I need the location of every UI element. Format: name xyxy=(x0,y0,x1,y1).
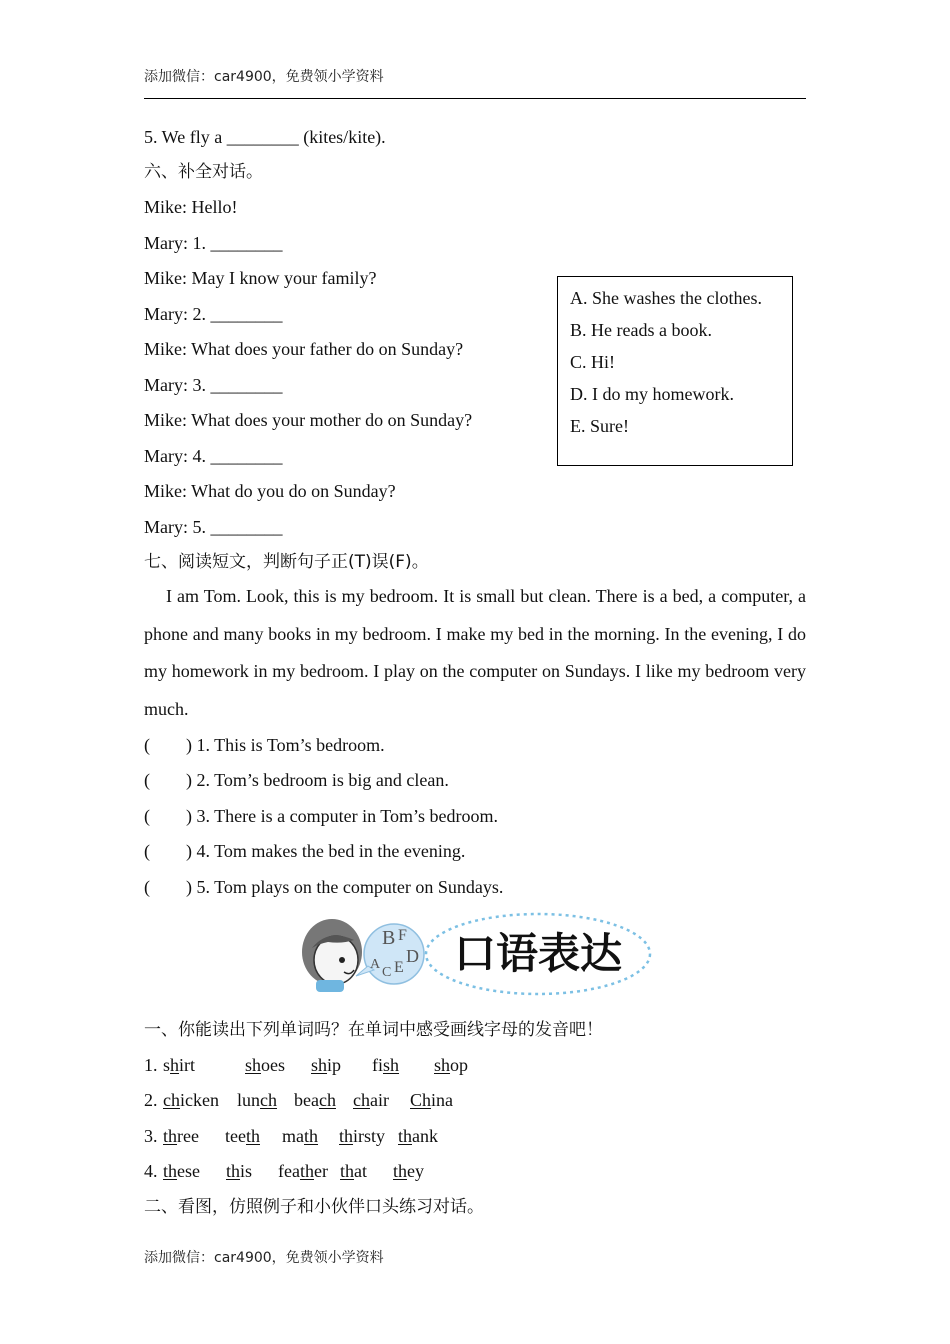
phonics-word: teeth xyxy=(225,1126,260,1146)
phonics-word: thirsty xyxy=(339,1126,386,1146)
reading-passage: I am Tom. Look, this is my bedroom. It is small but clean. There is a bed, a computer, a phone and many books in my bedroom. I make my bed in the morning. In the evening, I do my homework in my bedroom. I play on the computer on Sundays. I like my bedroom very much. xyxy=(144,586,806,719)
judge-item: ( ) 2. Tom’s bedroom is big and clean. xyxy=(144,770,449,790)
underlined-letters: th xyxy=(163,1161,178,1181)
underlined-letters: th xyxy=(398,1126,413,1146)
judge-item: ( ) 4. Tom makes the bed in the evening. xyxy=(144,841,466,861)
underlined-letters: sh xyxy=(383,1055,400,1075)
dialog-line: Mike: What does your mother do on Sunday? xyxy=(144,410,473,430)
underlined-letters: ch xyxy=(163,1090,180,1110)
underlined-letters: th xyxy=(393,1161,408,1181)
dialog-line: Mary: 1. ________ xyxy=(144,233,283,253)
dialog-line: Mary: 2. ________ xyxy=(144,304,283,324)
phonics-word: feather xyxy=(278,1161,328,1181)
bubble-letter: B xyxy=(382,927,396,949)
option-a: A. She washes the clothes. xyxy=(570,288,762,308)
header-divider xyxy=(144,98,806,99)
phonics-word: lunch xyxy=(237,1090,278,1110)
bubble-letter: F xyxy=(398,927,407,944)
judge-item: ( ) 3. There is a computer in Tom’s bedroom. xyxy=(144,806,499,826)
oral1-title: 一、你能读出下列单词吗？在单词中感受画线字母的发音吧！ xyxy=(144,1020,603,1040)
bubble-letter: C xyxy=(382,965,392,980)
underlined-letters: ch xyxy=(353,1090,370,1110)
underlined-letters: th xyxy=(226,1161,241,1181)
speech-bubble-icon xyxy=(356,924,424,984)
underlined-letters: sh xyxy=(311,1055,328,1075)
underlined-letters: sh xyxy=(245,1055,262,1075)
phonics-word: math xyxy=(282,1126,319,1146)
underlined-letters: th xyxy=(339,1126,354,1146)
judge-item: ( ) 1. This is Tom’s bedroom. xyxy=(144,735,385,755)
dialog-line: Mike: What does your father do on Sunday? xyxy=(144,339,464,359)
section6-title: 六、补全对话。 xyxy=(144,162,263,182)
phonics-word: ship xyxy=(311,1055,342,1075)
header-note: 添加微信：car4900，免费领小学资料 xyxy=(144,69,384,85)
word-row-number: 1. xyxy=(144,1055,158,1075)
phonics-word: China xyxy=(410,1090,454,1110)
section7-title: 七、阅读短文，判断句子正(T)误(F)。 xyxy=(144,552,429,572)
phonics-word: three xyxy=(163,1126,199,1146)
word-row-number: 4. xyxy=(144,1161,158,1181)
dialog-line: Mary: 4. ________ xyxy=(144,446,283,466)
question-5: 5. We fly a ________ (kites/kite). xyxy=(144,127,386,147)
dialog-line: Mary: 3. ________ xyxy=(144,375,283,395)
underlined-letters: th xyxy=(299,1161,314,1181)
option-e: E. Sure! xyxy=(570,416,629,436)
option-b: B. He reads a book. xyxy=(570,320,712,340)
dialog-line: Mike: Hello! xyxy=(144,197,238,217)
phonics-word: these xyxy=(163,1161,200,1181)
phonics-word: they xyxy=(393,1161,425,1181)
oral2-title: 二、看图，仿照例子和小伙伴口头练习对话。 xyxy=(144,1197,484,1217)
judge-item: ( ) 5. Tom plays on the computer on Sundays. xyxy=(144,877,504,897)
bubble-letter: A xyxy=(370,957,381,972)
phonics-word: beach xyxy=(294,1090,336,1110)
underlined-letters: th xyxy=(245,1126,260,1146)
dialog-line: Mike: May I know your family? xyxy=(144,268,377,288)
underlined-letters: th xyxy=(163,1126,178,1146)
footer-note: 添加微信：car4900，免费领小学资料 xyxy=(144,1250,384,1266)
phonics-word: this xyxy=(226,1161,253,1181)
phonics-word: shoes xyxy=(245,1055,286,1075)
oral-expression-banner xyxy=(298,910,654,1000)
underlined-letters: h xyxy=(170,1055,180,1075)
dialog-line: Mike: What do you do on Sunday? xyxy=(144,481,396,501)
title-cloud xyxy=(426,914,650,994)
word-row-number: 3. xyxy=(144,1126,158,1146)
underlined-letters: ch xyxy=(318,1090,336,1110)
phonics-word: shirt xyxy=(163,1055,196,1075)
word-row-number: 2. xyxy=(144,1090,158,1110)
bubble-letter: E xyxy=(394,959,404,976)
underlined-letters: th xyxy=(304,1126,319,1146)
phonics-word: shop xyxy=(434,1055,469,1075)
answer-options-box xyxy=(557,276,793,466)
dialog-line: Mary: 5. ________ xyxy=(144,517,283,537)
phonics-word: fish xyxy=(372,1055,400,1075)
phonics-word: that xyxy=(340,1161,368,1181)
underlined-letters: Ch xyxy=(410,1090,432,1110)
option-c: C. Hi! xyxy=(570,352,615,372)
underlined-letters: sh xyxy=(434,1055,451,1075)
underlined-letters: ch xyxy=(260,1090,278,1110)
banner-title: 口语表达 xyxy=(453,929,623,978)
option-d: D. I do my homework. xyxy=(570,384,734,404)
phonics-word: chair xyxy=(353,1090,389,1110)
phonics-word: thank xyxy=(398,1126,439,1146)
phonics-word: chicken xyxy=(163,1090,219,1110)
underlined-letters: th xyxy=(340,1161,355,1181)
bubble-letter: D xyxy=(406,946,419,966)
boy-icon xyxy=(302,919,362,992)
